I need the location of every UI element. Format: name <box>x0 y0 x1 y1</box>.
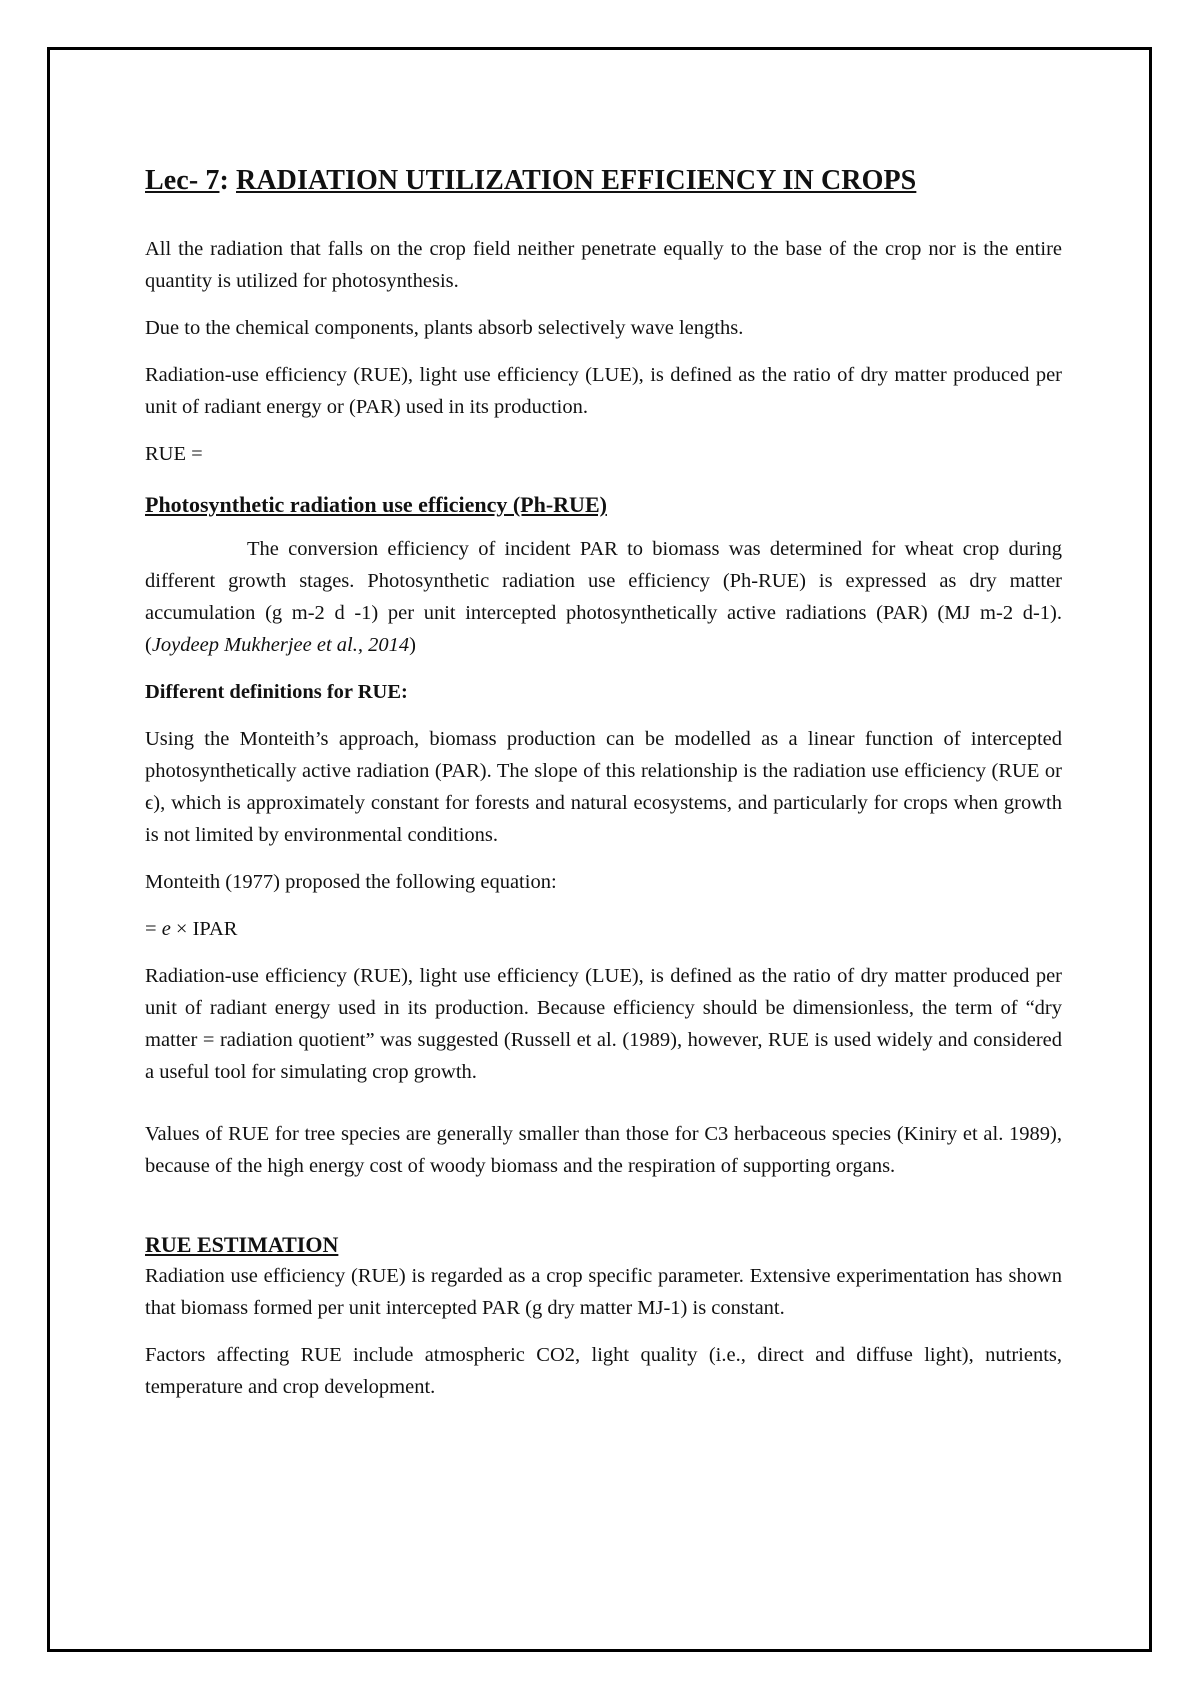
monteith-equation <box>145 913 1062 945</box>
equation-prefix: = <box>145 918 162 940</box>
intro-paragraph-1: All the radiation that falls on the crop field neither penetrate equally to the base of the crop nor is the entire quantity is utilized for photosynthesis. <box>145 238 1062 292</box>
section-heading-phrue: Photosynthetic radiation use efficiency (Ph-RUE) <box>145 492 607 517</box>
section-heading-definitions: Different definitions for RUE: <box>145 681 408 703</box>
document-body <box>145 165 1062 1418</box>
equation-suffix: × IPAR <box>170 918 238 940</box>
definitions-paragraph-1: Using the Monteith’s approach, biomass production can be modelled as a linear function of intercepted photosynthetically active radiation (PAR). The slope of this relationship is the radiation use efficiency (RUE or ϵ), which is approximately constant for forests and natural ecosystems, and particularly for crops when growth is not limited by environmental conditions. <box>145 728 1062 846</box>
lecture-number: Lec- 7 <box>145 165 220 196</box>
phrue-body-text: The conversion efficiency of incident PAR to biomass was determined for wheat crop during different growth stages. Photosynthetic radiation use efficiency (Ph-RUE) is expressed as dry matter accumulation (g m-2 d -1) per unit intercepted photosynthetically active radiations (PAR) (MJ m-2 d-1). ( <box>145 538 1062 656</box>
estimation-paragraph-1: Radiation use efficiency (RUE) is regarded as a crop specific parameter. Extensive experimentation has shown that biomass formed per unit intercepted PAR (g dry matter MJ-1) is constant. <box>145 1265 1062 1319</box>
estimation-paragraph-2: Factors affecting RUE include atmospheric CO2, light quality (i.e., direct and diffuse light), nutrients, temperature and crop development. <box>145 1344 1062 1398</box>
equation-variable: e <box>161 918 171 940</box>
rue-formula-label: RUE = <box>145 443 203 465</box>
phrue-citation: Joydeep Mukherjee et al., 2014 <box>151 634 410 656</box>
intro-paragraph-2: Due to the chemical components, plants absorb selectively wave lengths. <box>145 317 744 339</box>
title-separator: : <box>219 165 236 196</box>
definitions-paragraph-4: Values of RUE for tree species are generally smaller than those for C3 herbaceous species (Kiniry et al. 1989), because of the high energy cost of woody biomass and the respiration of supporting organs. <box>145 1123 1062 1177</box>
phrue-citation-close: ) <box>409 634 416 656</box>
definitions-paragraph-2: Monteith (1977) proposed the following equation: <box>145 871 557 893</box>
definitions-paragraph-3: Radiation-use efficiency (RUE), light use efficiency (LUE), is defined as the ratio of dry matter produced per unit of radiant energy used in its production. Because efficiency should be dimensionless, the term of “dry matter = radiation quotient” was suggested (Russell et al. (1989), however, RUE is used widely and considered a useful tool for simulating crop growth. <box>145 965 1062 1083</box>
title-text: RADIATION UTILIZATION EFFICIENCY IN CROPS <box>236 165 917 196</box>
intro-paragraph-3: Radiation-use efficiency (RUE), light use efficiency (LUE), is defined as the ratio of dry matter produced per unit of radiant energy or (PAR) used in its production. <box>145 364 1062 418</box>
phrue-paragraph <box>145 533 1062 661</box>
page-title <box>145 165 1062 197</box>
section-heading-rue-estimation: RUE ESTIMATION <box>145 1232 339 1257</box>
